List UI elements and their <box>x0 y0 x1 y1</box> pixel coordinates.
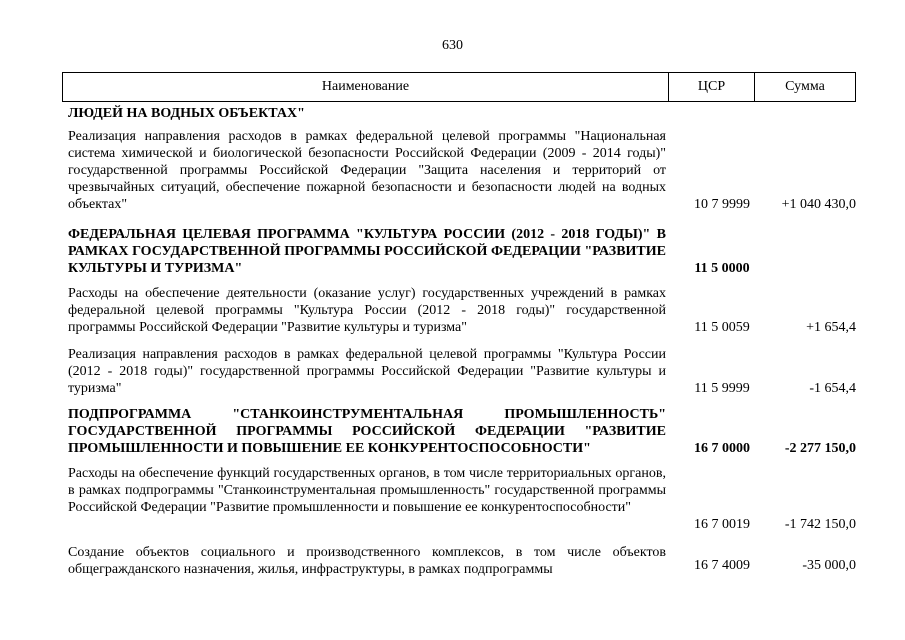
row-sum: +1 040 430,0 <box>781 197 856 212</box>
row-name: ПОДПРОГРАММА "СТАНКОИНСТРУМЕНТАЛЬНАЯ ПРОМЫШЛЕННОСТЬ" ГОСУДАРСТВЕННОЙ ПРОГРАММЫ РОССИЙСКОЙ ФЕДЕРАЦИИ "РАЗВИТИЕ ПРОМЫШЛЕННОСТИ И ПОВЫШЕНИЕ ЕЕ КОНКУРЕНТОСПОСОБНОСТИ" <box>68 407 666 456</box>
row-name: Расходы на обеспечение функций государственных органов, в том числе территориальных органов, в рамках подпрограммы "Станкоинструментальная промышленность" государственной программы Российской Федерации "Развитие промышленности и повышение ее конкурентоспособности" <box>68 466 666 515</box>
row-csr: 11 5 0000 <box>694 261 750 276</box>
header-name: Наименование <box>63 73 669 101</box>
page-number: 630 <box>442 38 463 53</box>
row-csr: 11 5 9999 <box>694 381 750 396</box>
row-name: ФЕДЕРАЛЬНАЯ ЦЕЛЕВАЯ ПРОГРАММА "КУЛЬТУРА РОССИИ (2012 - 2018 ГОДЫ)" В РАМКАХ ГОСУДАРСТВЕННОЙ ПРОГРАММЫ РОССИЙСКОЙ ФЕДЕРАЦИИ "РАЗВИТИЕ КУЛЬТУРЫ И ТУРИЗМА" <box>68 227 666 276</box>
table-row <box>68 544 856 578</box>
table-header <box>62 72 856 102</box>
table-row <box>68 346 856 397</box>
table-row <box>68 465 856 532</box>
row-csr: 16 7 0019 <box>694 517 750 532</box>
row-name: Реализация направления расходов в рамках федеральной целевой программы "Культура России (2012 - 2018 годы)" государственной программы Российской Федерации "Развитие культуры и туризма" <box>68 347 666 396</box>
row-name: Создание объектов социального и производственного комплексов, в том числе объектов общегражданского назначения, жилья, инфраструктуры, в рамках подпрограммы <box>68 545 666 577</box>
table-row <box>68 128 856 213</box>
row-sum: -35 000,0 <box>802 558 856 573</box>
row-sum: -1 742 150,0 <box>784 517 856 532</box>
header-csr: ЦСР <box>669 73 755 101</box>
header-sum: Сумма <box>785 79 825 94</box>
row-csr: 11 5 0059 <box>694 320 750 335</box>
row-sum: -2 277 150,0 <box>784 441 856 456</box>
table-row <box>68 105 856 122</box>
row-name: Реализация направления расходов в рамках федеральной целевой программы "Национальная система химической и биологической безопасности Российской Федерации (2009 - 2014 годы)" государственной программы Российской Федерации "Защита населения и территорий от чрезвычайных ситуаций, обеспечение пожарной безопасности и безопасности людей на водных объектах" <box>68 129 666 212</box>
row-csr: 16 7 4009 <box>694 558 750 573</box>
table-row <box>68 285 856 336</box>
row-name: ЛЮДЕЙ НА ВОДНЫХ ОБЪЕКТАХ" <box>68 106 305 121</box>
row-csr: 16 7 0000 <box>694 441 750 456</box>
row-sum: -1 654,4 <box>809 381 856 396</box>
table-row <box>68 226 856 277</box>
table-row <box>68 406 856 457</box>
row-csr: 10 7 9999 <box>694 197 750 212</box>
row-sum: +1 654,4 <box>806 320 856 335</box>
row-name: Расходы на обеспечение деятельности (оказание услуг) государственных учреждений в рамках федеральной целевой программы "Культура России (2012 - 2018 годы)" государственной программы Российской Федерации "Развитие культуры и туризма" <box>68 286 666 335</box>
